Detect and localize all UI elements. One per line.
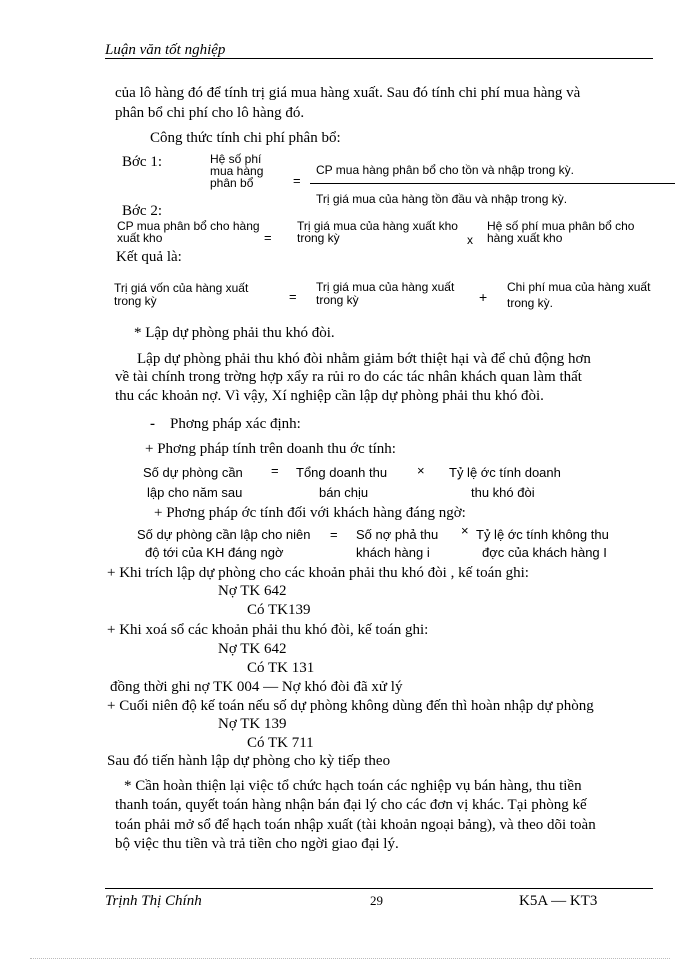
entry2-debit: Nợ TK 642 xyxy=(218,641,287,657)
footer-page-number: 29 xyxy=(370,893,383,908)
method2-equals: = xyxy=(330,527,338,542)
para3-line2: thanh toán, quyết toán hàng nhận bán đại lý cho các đơn vị khác. Tại phòng kế xyxy=(115,797,587,813)
step1-equals: = xyxy=(293,173,301,188)
footer-class: K5A — KT3 xyxy=(519,893,598,909)
method2-lhs-line2: độ tới của KH đáng ngờ xyxy=(145,545,284,560)
step2-lhs-line2: xuất kho xyxy=(117,231,163,245)
result-label: Kết quả là: xyxy=(116,249,182,265)
method1-equals: = xyxy=(271,463,279,478)
entry2-credit: Có TK 131 xyxy=(247,660,315,676)
step1-lhs-line3: phân bổ xyxy=(210,176,254,190)
footer-author: Trịnh Thị Chính xyxy=(105,893,202,909)
para2-line3: thu các khoản nợ. Vì vậy, Xí nghiệp cần lập dự phòng phải thu khó đòi. xyxy=(115,388,544,404)
entry1-title: + Khi trích lập dự phòng cho các khoản phải thu khó đòi , kế toán ghi: xyxy=(107,565,529,581)
step2-term1-line2: trong kỳ xyxy=(297,231,340,245)
para3-line4: bộ việc thu tiền và trả tiền cho ngời giao đại lý. xyxy=(115,836,399,852)
step2-label: Bớc 2: xyxy=(122,203,163,219)
para2-line2: về tài chính trong trờng hợp xẩy ra rủi ro do các tác nhân khách quan làm thất xyxy=(115,369,582,385)
step2-term2-line1: Hệ số phí mua phân bổ cho xyxy=(487,219,635,233)
method2-term2-line1: Tỷ lệ ớc tính không thu xyxy=(476,527,609,542)
result-equals: = xyxy=(289,289,297,304)
result-term2-line2: trong kỳ. xyxy=(507,296,554,310)
entry3-title: + Cuối niên độ kế toán nếu số dự phòng không dùng đến thì hoàn nhập dự phòng xyxy=(107,698,594,714)
method-bullet: - xyxy=(150,416,155,432)
result-lhs-line2: trong kỳ xyxy=(114,294,157,308)
step1-lhs-line1: Hệ số phí xyxy=(210,152,262,166)
step2-lhs-line1: CP mua phân bổ cho hàng xyxy=(117,219,260,233)
entry2-title: + Khi xoá sổ các khoản phải thu khó đòi, kế toán ghi: xyxy=(107,622,429,638)
step2-term1-line1: Trị giá mua của hàng xuất kho xyxy=(297,219,458,233)
step1-label: Bớc 1: xyxy=(122,154,163,170)
method1-lhs-line2: lập cho năm sau xyxy=(147,485,243,500)
result-term1-line1: Trị giá mua của hàng xuất xyxy=(316,280,455,294)
step2-multiply: x xyxy=(467,233,473,247)
method2-times: × xyxy=(461,523,469,538)
section-title-provision: * Lập dự phòng phải thu khó đòi. xyxy=(134,325,335,341)
page-header-title: Luận văn tốt nghiệp xyxy=(105,42,226,58)
method1-title: + Phơng pháp tính trên doanh thu ớc tính: xyxy=(145,441,396,457)
step1-lhs-line2: mua hàng xyxy=(210,164,264,178)
page-edge xyxy=(30,958,670,959)
method1-term1-line2: bán chịu xyxy=(319,485,369,500)
formula-intro: Công thức tính chi phí phân bổ: xyxy=(150,130,341,146)
footer-rule xyxy=(105,888,653,889)
method1-term2-line2: thu khó đòi xyxy=(471,485,535,500)
para3-line1: * Cần hoàn thiện lại việc tổ chức hạch toán các nghiệp vụ bán hàng, thu tiền xyxy=(124,778,582,794)
result-term2-line1: Chi phí mua của hàng xuất xyxy=(507,280,651,294)
step1-fraction-bar xyxy=(310,183,675,184)
result-plus: + xyxy=(479,289,488,305)
step2-term2-line2: hàng xuất kho xyxy=(487,231,563,245)
method2-term2-line2: đợc của khách hàng I xyxy=(482,545,607,560)
entry3-debit: Nợ TK 139 xyxy=(218,716,287,732)
method1-term1-line1: Tổng doanh thu xyxy=(296,465,388,480)
para3-line3: toán phải mở sổ để hạch toán nhập xuất (tài khoản ngoại bảng), và theo dõi toàn xyxy=(115,817,596,833)
para1-line2: phân bổ chi phí cho lô hàng đó. xyxy=(115,105,305,121)
method2-term1-line2: khách hàng i xyxy=(356,545,430,560)
para1-line1: của lô hàng đó để tính trị giá mua hàng xuất. Sau đó tính chi phí mua hàng và xyxy=(115,85,581,101)
step1-numerator: CP mua hàng phân bổ cho tồn và nhập trong kỳ. xyxy=(316,163,574,177)
step1-denominator: Trị giá mua của hàng tồn đầu và nhập trong kỳ. xyxy=(316,192,568,206)
method1-lhs-line1: Số dự phòng cần xyxy=(143,465,243,480)
entry1-credit: Có TK139 xyxy=(247,602,311,618)
result-lhs-line1: Trị giá vốn của hàng xuất xyxy=(114,281,249,295)
method2-lhs-line1: Số dự phòng cần lập cho niên xyxy=(137,527,311,542)
result-term1-line2: trong kỳ xyxy=(316,293,359,307)
para2-line1: Lập dự phòng phải thu khó đòi nhằm giảm bớt thiệt hại và để chủ động hơn xyxy=(137,351,591,367)
method2-term1-line1: Số nợ phả thu xyxy=(356,527,439,542)
entry3-credit: Có TK 711 xyxy=(247,735,314,751)
method1-times: × xyxy=(417,463,425,478)
method2-title: + Phơng pháp ớc tính đối với khách hàng đáng ngờ: xyxy=(154,505,466,521)
method-title: Phơng pháp xác định: xyxy=(170,416,301,432)
entry2-note: đồng thời ghi nợ TK 004 — Nợ khó đòi đã xử lý xyxy=(110,679,403,695)
entry3-note: Sau đó tiến hành lập dự phòng cho kỳ tiếp theo xyxy=(107,753,391,769)
method1-term2-line1: Tỷ lệ ớc tính doanh xyxy=(449,465,561,480)
entry1-debit: Nợ TK 642 xyxy=(218,583,287,599)
header-rule xyxy=(105,58,653,59)
step2-equals: = xyxy=(264,230,272,245)
